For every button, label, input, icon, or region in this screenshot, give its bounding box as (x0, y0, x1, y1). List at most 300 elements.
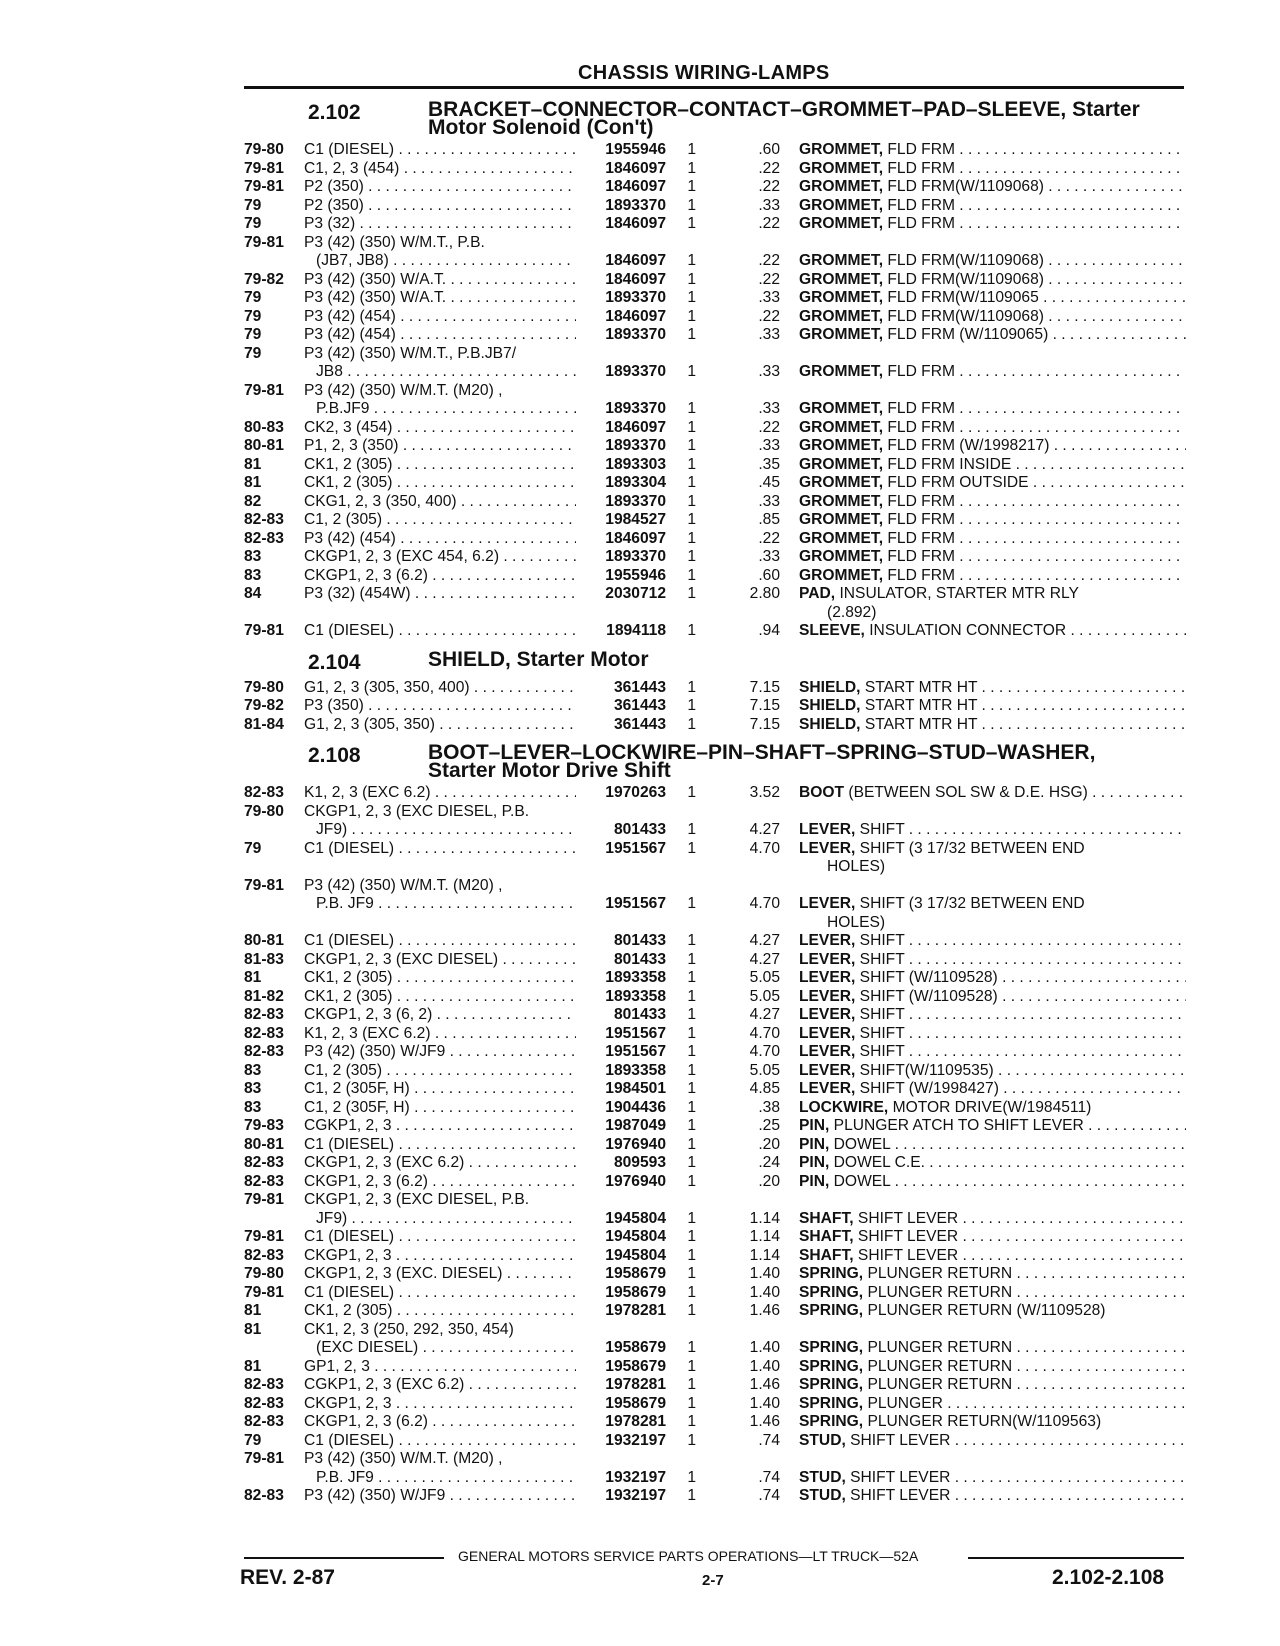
quantity: 1 (687, 1394, 696, 1412)
part-number: 801433 (613, 821, 666, 838)
part-name: STUD, (799, 1487, 846, 1504)
part-description: SHIFT(W/1109535) (859, 1061, 994, 1079)
application-text: P3 (42) (350) W/JF9 (304, 1043, 446, 1060)
part-number: 1893303 (605, 455, 666, 473)
model-years: 84 (244, 585, 262, 602)
footer-rule-left (244, 1557, 444, 1559)
model-years: 79 (244, 215, 262, 232)
quantity: 1 (687, 585, 696, 602)
part-number: 1958679 (605, 1394, 666, 1412)
part-number: 1987049 (605, 1117, 666, 1134)
application-text: P3 (350) (304, 697, 364, 714)
price (696, 858, 780, 877)
part-number: 1846097 (605, 252, 666, 269)
quantity: 1 (687, 363, 696, 380)
footer-publisher: GENERAL MOTORS SERVICE PARTS OPERATIONS—LT TRUCK—52A (458, 1548, 919, 1564)
price: .45 (758, 474, 780, 491)
description (780, 548, 1186, 567)
section-title-line: Motor Solenoid (Con't) (428, 116, 654, 139)
part-name: GROMMET, (799, 159, 884, 177)
application-text: P.B. JF9 (316, 1468, 374, 1486)
part-description: MOTOR DRIVE(W/1984511) (892, 1098, 1092, 1116)
part-number: 1893304 (605, 474, 666, 491)
part-description: PLUNGER RETURN (867, 1339, 1013, 1356)
application (304, 1210, 576, 1229)
part-row (244, 585, 1186, 604)
section-title-line: Starter Motor Drive Shift (428, 759, 671, 782)
part-name: GROMMET, (799, 307, 884, 325)
part-row (244, 252, 1186, 271)
description (780, 308, 1186, 327)
price: .22 (758, 178, 780, 195)
application-text: P3 (42) (350) W/M.T., P.B.JB7/ (304, 344, 517, 362)
part-name: GROMMET, (799, 511, 884, 528)
description (780, 456, 1186, 475)
application-text: P3 (42) (454) (304, 307, 396, 325)
part-number: 1846097 (605, 529, 666, 547)
quantity: 1 (687, 1339, 696, 1356)
part-number: 1893370 (605, 400, 666, 417)
application (304, 1284, 576, 1303)
description (780, 1025, 1186, 1044)
price: 1.40 (749, 1283, 780, 1301)
application (304, 1025, 576, 1044)
part-name: GROMMET, (799, 215, 884, 232)
part-row (244, 877, 1186, 896)
price: .22 (758, 270, 780, 288)
part-description: PLUNGER RETURN (867, 1283, 1013, 1301)
application (304, 988, 576, 1007)
price: 4.27 (749, 950, 780, 968)
description (780, 1080, 1186, 1099)
part-number: 801433 (613, 1006, 666, 1023)
description (780, 326, 1186, 345)
part-name: GROMMET, (799, 270, 884, 288)
quantity: 1 (687, 215, 696, 232)
part-name: SPRING, (799, 1357, 864, 1375)
part-row (244, 784, 1186, 803)
model-years: 79 (244, 307, 262, 325)
application-text: CK2, 3 (454) (304, 418, 393, 436)
quantity: 1 (687, 529, 696, 547)
part-description: FLD FRM (887, 566, 955, 584)
part-number: 1976940 (605, 1172, 666, 1190)
model-years: 82-83 (244, 511, 284, 528)
part-row (244, 178, 1186, 197)
section-number: 2.104 (308, 650, 361, 674)
part-row (244, 1173, 1186, 1192)
quantity: 1 (687, 1043, 696, 1060)
part-name: SHAFT, (799, 1209, 854, 1227)
application-text: C1 (DIESEL) (304, 839, 395, 857)
price: .60 (758, 566, 780, 584)
part-number: 1945804 (605, 1228, 666, 1245)
description (780, 1432, 1186, 1451)
part-name: SPRING, (799, 1283, 864, 1301)
description (780, 271, 1186, 290)
model-years: 82-83 (244, 1043, 284, 1060)
part-description: SHIFT (859, 821, 905, 838)
part-number: 1978281 (605, 1413, 666, 1430)
part-description: PLUNGER RETURN (W/1109528) (867, 1302, 1106, 1319)
application (304, 821, 576, 840)
description (780, 141, 1186, 160)
quantity: 1 (687, 839, 696, 857)
application (304, 474, 576, 493)
application (304, 363, 576, 382)
application-text: CKGP1, 2, 3 (EXC DIESEL, P.B. (304, 802, 530, 820)
part-name: PIN, (799, 1135, 830, 1153)
part-row (244, 1043, 1186, 1062)
part-number: 1846097 (605, 418, 666, 436)
description (780, 803, 1186, 822)
part-row (244, 679, 1186, 698)
part-name: LEVER, (799, 839, 856, 857)
part-name: LEVER, (799, 821, 856, 838)
model-years: 81-83 (244, 950, 284, 968)
part-row (244, 1228, 1186, 1247)
model-years: 80-81 (244, 1135, 284, 1153)
part-row (244, 474, 1186, 493)
part-row (244, 1432, 1186, 1451)
description (780, 1469, 1186, 1488)
price: 7.15 (749, 678, 780, 696)
price: .20 (758, 1135, 780, 1153)
description (780, 1395, 1186, 1414)
section-title-line: SHIELD, Starter Motor (428, 647, 649, 671)
part-description: SHIFT (859, 1024, 905, 1042)
part-description: SHIFT (3 17/32 BETWEEN END (859, 839, 1085, 857)
part-row (244, 1006, 1186, 1025)
application (304, 511, 576, 530)
part-number (576, 877, 666, 896)
part-description: START MTR HT (864, 678, 978, 696)
part-number: 1846097 (605, 159, 666, 177)
part-name: SHAFT, (799, 1228, 854, 1245)
model-years (244, 604, 304, 623)
part-description: PLUNGER RETURN (867, 1357, 1013, 1375)
description (780, 1487, 1186, 1506)
application (304, 1099, 576, 1118)
part-name: GROMMET, (799, 474, 884, 491)
part-number: 1951567 (605, 1043, 666, 1060)
part-row (244, 1117, 1186, 1136)
section-title (428, 741, 1096, 782)
part-description: PLUNGER RETURN(W/1109563) (867, 1413, 1102, 1430)
footer-page-number: 2-7 (702, 1572, 724, 1589)
application-text: CK1, 2 (305) (304, 1302, 393, 1319)
part-name: SPRING, (799, 1413, 864, 1430)
model-years: 82-83 (244, 784, 284, 801)
part-row (244, 1339, 1186, 1358)
model-years: 79-81 (244, 1191, 284, 1208)
application (304, 877, 576, 896)
part-row (244, 511, 1186, 530)
part-number: 361443 (613, 715, 666, 733)
part-number: 361443 (613, 678, 666, 696)
model-years: 79-81 (244, 178, 284, 195)
quantity: 1 (687, 969, 696, 986)
part-number: 809593 (613, 1154, 666, 1171)
part-name: PIN, (799, 1117, 830, 1134)
application (304, 308, 576, 327)
application (304, 1432, 576, 1451)
quantity (666, 604, 696, 623)
application-text: C1 (DIESEL) (304, 622, 395, 639)
application (304, 1173, 576, 1192)
section-header (244, 647, 1186, 675)
description (780, 252, 1186, 271)
application-text: C1, 2 (305) (304, 511, 383, 528)
quantity: 1 (687, 455, 696, 473)
application-text: P3 (42) (350) W/JF9 (304, 1487, 446, 1504)
part-row (244, 197, 1186, 216)
price (696, 382, 780, 401)
part-number (576, 914, 666, 933)
part-row (244, 289, 1186, 308)
description (780, 511, 1186, 530)
part-description: SHIFT (W/1109528) (859, 987, 998, 1005)
quantity (666, 1321, 696, 1340)
part-number (576, 1450, 666, 1469)
price: 4.70 (749, 895, 780, 912)
application (304, 1487, 576, 1506)
part-number: 1945804 (605, 1209, 666, 1227)
part-row (244, 1302, 1186, 1321)
application (304, 784, 576, 803)
price: 1.14 (749, 1228, 780, 1245)
quantity (666, 877, 696, 896)
price (696, 234, 780, 253)
part-number: 2030712 (605, 585, 666, 602)
model-years: 82-83 (244, 1376, 284, 1393)
application-text: P3 (42) (454) (304, 326, 396, 343)
price: .33 (758, 289, 780, 306)
model-years: 82-83 (244, 1394, 284, 1412)
description (780, 1099, 1186, 1118)
description (780, 345, 1186, 364)
part-description: DOWEL (833, 1172, 891, 1190)
price: .22 (758, 307, 780, 325)
model-years: 82 (244, 492, 262, 510)
model-years: 81 (244, 455, 262, 473)
model-years: 80-81 (244, 932, 284, 949)
application (304, 1469, 576, 1488)
application-text: G1, 2, 3 (305, 350, 400) (304, 678, 470, 696)
part-name: STUD, (799, 1468, 846, 1486)
part-row (244, 988, 1186, 1007)
application-text: C1 (DIESEL) (304, 1431, 395, 1449)
quantity (666, 345, 696, 364)
quantity: 1 (687, 1413, 696, 1430)
part-row (244, 271, 1186, 290)
description (780, 969, 1186, 988)
model-years: 79-80 (244, 678, 284, 696)
model-years: 83 (244, 548, 262, 565)
description (780, 474, 1186, 493)
part-description: FLD FRM (887, 215, 955, 232)
model-years (244, 400, 304, 419)
price: .74 (758, 1468, 780, 1486)
part-description: FLD FRM(W/1109068) (887, 252, 1044, 269)
application (304, 951, 576, 970)
price: 4.70 (749, 839, 780, 857)
quantity: 1 (687, 1357, 696, 1375)
description (780, 895, 1186, 914)
footer-section-range: 2.102-2.108 (1052, 1566, 1165, 1589)
part-name: GROMMET, (799, 400, 884, 417)
quantity: 1 (687, 141, 696, 158)
model-years: 81 (244, 1357, 262, 1375)
part-description: SHIFT (859, 950, 905, 968)
quantity: 1 (687, 1024, 696, 1042)
model-years (244, 1210, 304, 1229)
quantity: 1 (687, 1154, 696, 1171)
model-years (244, 914, 304, 933)
quantity (666, 1191, 696, 1210)
part-name: LEVER, (799, 950, 856, 968)
description (780, 1247, 1186, 1266)
part-row (244, 1265, 1186, 1284)
price: .74 (758, 1487, 780, 1504)
part-name: LEVER, (799, 969, 856, 986)
part-row (244, 1025, 1186, 1044)
part-name: GROMMET, (799, 289, 884, 306)
part-description: PLUNGER RETURN (867, 1265, 1013, 1282)
application (304, 1043, 576, 1062)
part-row (244, 1321, 1186, 1340)
description (780, 679, 1186, 698)
part-name: SPRING, (799, 1302, 864, 1319)
section-title-line: BRACKET–CONNECTOR–CONTACT–GROMMET–PAD–SLEEVE, Starter (428, 98, 1140, 121)
description (780, 784, 1186, 803)
part-number: 1951567 (605, 839, 666, 857)
application (304, 1247, 576, 1266)
price: .33 (758, 437, 780, 454)
description (780, 1210, 1186, 1229)
application (304, 271, 576, 290)
part-number: 1932197 (605, 1468, 666, 1486)
application (304, 141, 576, 160)
part-description: PLUNGER RETURN (867, 1376, 1013, 1393)
part-name: BOOT (799, 784, 845, 801)
model-years: 79-81 (244, 1228, 284, 1245)
price (696, 1450, 780, 1469)
model-years: 79-81 (244, 233, 284, 251)
quantity: 1 (687, 511, 696, 528)
price: 1.46 (749, 1413, 780, 1430)
part-number: 361443 (613, 697, 666, 714)
part-name: SHIELD, (799, 715, 861, 733)
price: 4.70 (749, 1043, 780, 1060)
part-row (244, 858, 1186, 877)
model-years (244, 858, 304, 877)
application (304, 530, 576, 549)
description (780, 840, 1186, 859)
part-row (244, 1413, 1186, 1432)
quantity (666, 382, 696, 401)
section-number: 2.108 (308, 744, 361, 767)
model-years: 79-81 (244, 381, 284, 399)
part-row (244, 326, 1186, 345)
description (780, 493, 1186, 512)
description (780, 400, 1186, 419)
model-years: 81 (244, 1320, 262, 1338)
application-text: JB8 (316, 363, 343, 380)
part-row (244, 1080, 1186, 1099)
quantity: 1 (687, 1080, 696, 1097)
part-number: 1893370 (605, 363, 666, 380)
application-text: CKGP1, 2, 3 (EXC DIESEL) (304, 950, 499, 968)
part-row (244, 1062, 1186, 1081)
part-row (244, 716, 1186, 735)
part-description: FLD FRM (887, 418, 955, 436)
price: .25 (758, 1117, 780, 1134)
part-row (244, 530, 1186, 549)
part-row (244, 567, 1186, 586)
part-number: 1955946 (605, 566, 666, 584)
part-row (244, 363, 1186, 382)
part-row (244, 308, 1186, 327)
part-name: GROMMET, (799, 566, 884, 584)
part-row (244, 345, 1186, 364)
quantity: 1 (687, 326, 696, 343)
quantity: 1 (687, 678, 696, 696)
application (304, 493, 576, 512)
price (696, 1321, 780, 1340)
part-row (244, 1154, 1186, 1173)
price: 3.52 (749, 784, 780, 801)
price: .74 (758, 1431, 780, 1449)
application (304, 932, 576, 951)
section-header (244, 98, 1186, 139)
part-number (576, 382, 666, 401)
part-number: 1893370 (605, 492, 666, 510)
part-name: GROMMET, (799, 529, 884, 547)
description (780, 1062, 1186, 1081)
part-number: 1893370 (605, 289, 666, 306)
part-name: SHAFT, (799, 1246, 854, 1264)
description (780, 604, 1186, 623)
description (780, 567, 1186, 586)
price: 5.05 (749, 987, 780, 1005)
quantity (666, 803, 696, 822)
quantity (666, 1450, 696, 1469)
application-text: C1, 2, 3 (454) (304, 159, 400, 177)
part-number (576, 858, 666, 877)
application-text: P3 (42) (350) W/A.T. (304, 289, 447, 306)
model-years (244, 1339, 304, 1358)
application (304, 840, 576, 859)
description (780, 1376, 1186, 1395)
part-row (244, 1284, 1186, 1303)
price: 1.40 (749, 1357, 780, 1375)
part-row (244, 1469, 1186, 1488)
part-description: DOWEL C.E. (833, 1154, 925, 1171)
section-header (244, 741, 1186, 782)
part-name: LEVER, (799, 1024, 856, 1042)
part-name: LEVER, (799, 1080, 856, 1097)
part-name: GROMMET, (799, 437, 884, 454)
part-description: FLD FRM(W/1109068) (887, 270, 1044, 288)
part-number: 1893358 (605, 969, 666, 986)
application-text: K1, 2, 3 (EXC 6.2) (304, 784, 431, 801)
application-text: (EXC DIESEL) (316, 1339, 419, 1356)
price: 4.27 (749, 932, 780, 949)
price: .33 (758, 548, 780, 565)
part-name: LOCKWIRE, (799, 1098, 889, 1116)
description (780, 1173, 1186, 1192)
